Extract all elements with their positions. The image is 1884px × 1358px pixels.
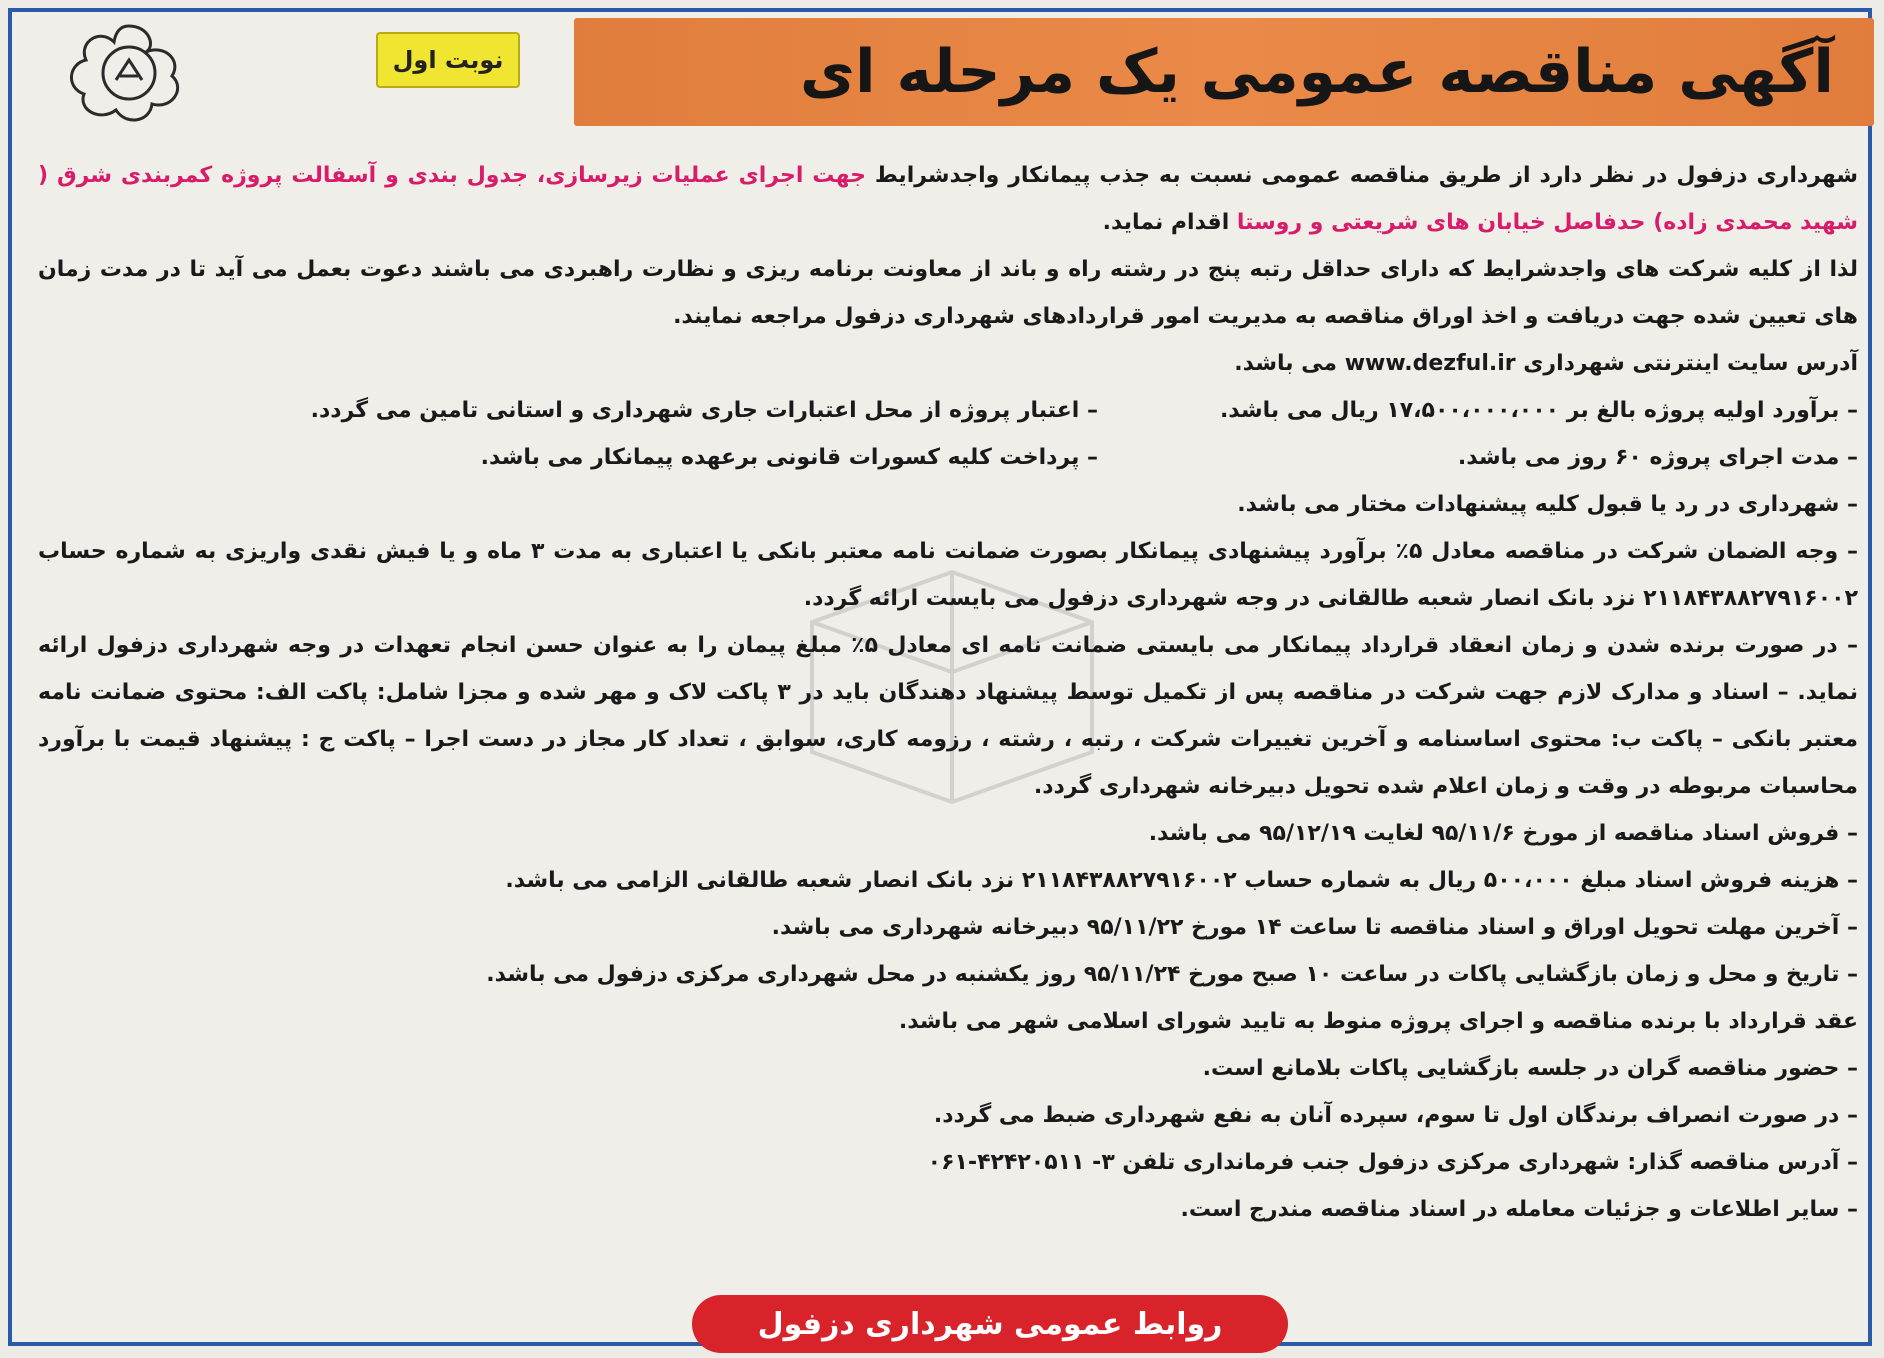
title-band bbox=[574, 18, 1874, 126]
public-relations-signature: روابط عمومی شهرداری دزفول bbox=[692, 1295, 1288, 1353]
website-line: آدرس سایت اینترنتی شهرداری www.dezful.ir می باشد. bbox=[1234, 351, 1858, 376]
project-highlight: جهت اجرای عملیات زیرسازی، جدول بندی و آسفالت پروژه کمربندی شرق ( شهید محمدی زاده) حدفاصل خیابان های شریعتی و روستا bbox=[38, 163, 1858, 235]
intro-paragraph: شهرداری دزفول در نظر دارد از طریق مناقصه عمومی نسبت به جذب پیمانکار واجدشرایط جهت اجرای عملیات زیرسازی، جدول بندی و آسفالت پروژه کمربندی شرق ( شهید محمدی زاده) حدفاصل خیابان های شریعتی و روستا اقدام نماید. bbox=[38, 163, 1858, 235]
estimate-item: – برآورد اولیه پروژه بالغ بر ۱۷،۵۰۰،۰۰۰،۰۰۰ ریال می باشد. bbox=[1219, 398, 1858, 423]
other-item: – سایر اطلاعات و جزئیات معامله در اسناد مناقصه مندرج است. bbox=[1180, 1197, 1858, 1222]
sale-item: – فروش اسناد مناقصه از مورخ ۹۵/۱۱/۶ لغایت ۹۵/۱۲/۱۹ می باشد. bbox=[1148, 821, 1858, 846]
notice-frame bbox=[8, 8, 1872, 1346]
deductions-item: – پرداخت کلیه کسورات قانونی برعهده پیمانکار می باشد. bbox=[480, 445, 1098, 470]
duration-item: – مدت اجرای پروژه ۶۰ روز می باشد. bbox=[1457, 445, 1858, 470]
municipality-logo-icon bbox=[54, 18, 204, 128]
opening-item: – تاریخ و محل و زمان بازگشایی پاکات در ساعت ۱۰ صبح مورخ ۹۵/۱۱/۲۴ روز یکشنبه در محل شهرداری مرکزی دزفول می باشد. bbox=[486, 962, 1858, 987]
address-item: – آدرس مناقصه گذار: شهرداری مرکزی دزفول جنب فرمانداری تلفن ۳- ۴۲۴۲۰۵۱۱-۰۶۱ bbox=[927, 1150, 1858, 1175]
withdraw-item: – در صورت انصراف برندگان اول تا سوم، سپرده آنان به نفع شهرداری ضبط می گردد. bbox=[933, 1103, 1858, 1128]
notice-header bbox=[12, 12, 1868, 132]
guarantee-item: – وجه الضمان شرکت در مناقصه معادل ۵٪ برآورد پیشنهادی پیمانکار بصورت ضمانت نامه معتبر بانکی یا اعتباری به مدت ۳ ماه و یا فیش نقدی واریزی به شماره حساب ۲۱۱۸۴۳۸۸۲۷۹۱۶۰۰۲ نزد بانک انصار شعبه طالقانی در وجه شهرداری دزفول می بایست ارائه گردد. bbox=[38, 539, 1858, 611]
deadline-item: – آخرین مهلت تحویل اوراق و اسناد مناقصه تا ساعت ۱۴ مورخ ۹۵/۱۱/۲۲ دبیرخانه شهرداری می باشد. bbox=[771, 915, 1858, 940]
winner-item: – در صورت برنده شدن و زمان انعقاد قرارداد پیمانکار می بایستی ضمانت نامه ای معادل ۵٪ مبلغ پیمان را به عنوان حسن انجام تعهدات در وجه شهرداری دزفول ارائه نماید. – اسناد و مدارک لازم جهت شرکت در مناقصه پس از تکمیل توسط پیشنهاد دهندگان باید در ۳ پاکت لاک و مهر شده و مجزا شامل: پاکت الف: محتوی ضمانت نامه معتبر بانکی – پاکت ب: محتوی اساسنامه و آخرین تغییرات شرکت ، رتبه ، رشته ، رزومه کاری، سوابق ، تعداد کار مجاز در دست اجرا – پاکت ج : پیشنهاد قیمت با برآورد محاسبات مربوطه در وقت و زمان اعلام شده تحویل دبیرخانه شهرداری گردد. bbox=[38, 633, 1858, 799]
credit-item: – اعتبار پروژه از محل اعتبارات جاری شهرداری و استانی تامین می گردد. bbox=[310, 398, 1098, 423]
notice-body bbox=[38, 152, 1858, 1233]
invitation-paragraph: لذا از کلیه شرکت های واجدشرایط که دارای حداقل رتبه پنج در رشته راه و باند از معاونت برنامه ریزی و نظارت راهبردی می باشند دعوت بعمل می آید تا در مدت زمان های تعیین شده جهت دریافت و اخذ اوراق مناقصه به مدیریت امور قراردادهای شهرداری دزفول مراجعه نمایند. bbox=[38, 257, 1858, 329]
edition-badge: نوبت اول bbox=[376, 32, 520, 88]
reject-item: – شهرداری در رد یا قبول کلیه پیشنهادات مختار می باشد. bbox=[1237, 492, 1858, 517]
fee-item: – هزینه فروش اسناد مبلغ ۵۰۰،۰۰۰ ریال به شماره حساب ۲۱۱۸۴۳۸۸۲۷۹۱۶۰۰۲ نزد بانک انصار شعبه طالقانی الزامی می باشد. bbox=[505, 868, 1858, 893]
notice-title: آگهی مناقصه عمومی یک مرحله ای bbox=[800, 37, 1834, 107]
duration-row bbox=[38, 434, 1858, 481]
attend-item: – حضور مناقصه گران در جلسه بازگشایی پاکات بلامانع است. bbox=[1202, 1056, 1858, 1081]
contract-item: عقد قرارداد با برنده مناقصه و اجرای پروژه منوط به تایید شورای اسلامی شهر می باشد. bbox=[898, 1009, 1858, 1034]
estimate-row bbox=[38, 387, 1858, 434]
